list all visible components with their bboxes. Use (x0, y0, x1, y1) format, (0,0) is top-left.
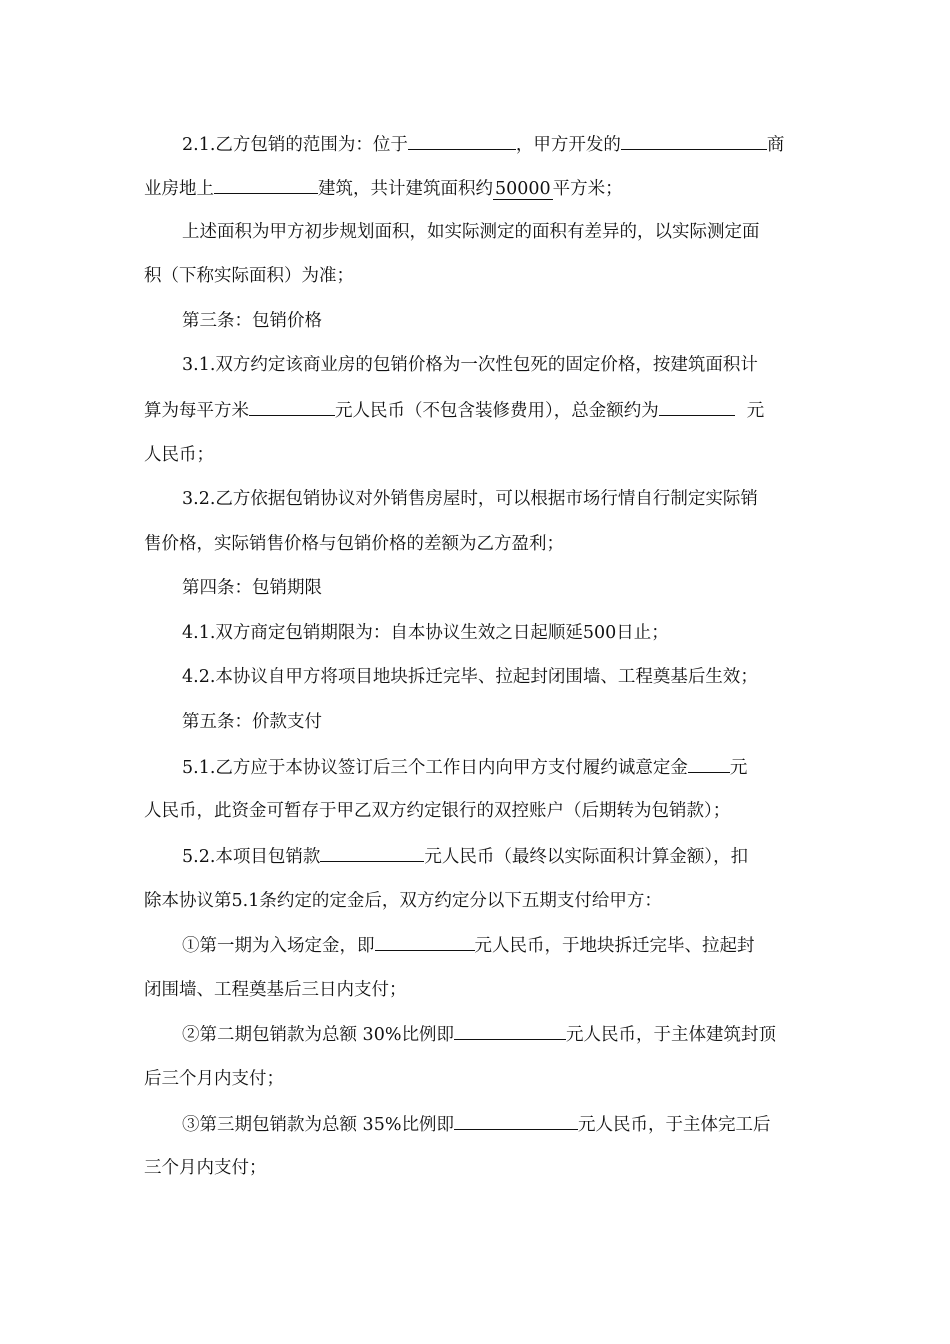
article-3-heading: 第三条：包销价格 (182, 311, 322, 331)
stage-2-line-1 (182, 1021, 776, 1047)
blank-deposit (688, 754, 730, 773)
blank-floors (214, 175, 318, 194)
article-5-heading: 第五条：价款支付 (182, 712, 322, 732)
text: ，甲方开发的 (515, 135, 621, 155)
text: ①第一期为入场定金，即 (182, 936, 375, 956)
blank-package-amount (320, 843, 424, 862)
clause-3-2-line-2: 售价格，实际销售价格与包销价格的差额为乙方盈利； (144, 534, 564, 554)
clause-4-2: 4.2.本协议自甲方将项目地块拆迁完毕、拉起封闭围墙、工程奠基后生效； (182, 667, 758, 687)
text: 5.2.本项目包销款 (182, 847, 321, 867)
blank-stage-2-amount (454, 1021, 566, 1040)
clause-5-2-line-2: 除本协议第5.1条约定的定金后，双方约定分以下五期支付给甲方： (144, 891, 662, 911)
text: 元人民币（不包含装修费用），总金额约为 (335, 401, 659, 421)
text: 2.1.乙方包销的范围为：位于 (182, 135, 408, 155)
blank-unit-price (249, 397, 335, 416)
text: 元 (746, 401, 765, 421)
clause-5-1-line-1 (182, 754, 747, 780)
clause-2-1-line-1 (182, 131, 784, 157)
blank-developer-project (621, 131, 767, 150)
clause-3-1-line-1: 3.1.双方约定该商业房的包销价格为一次性包死的固定价格，按建筑面积计 (182, 355, 758, 375)
blank-location (408, 131, 516, 150)
clause-4-1: 4.1.双方商定包销期限为：自本协议生效之日起顺延500日止； (182, 623, 669, 643)
clause-5-1-line-2: 人民币，此资金可暂存于甲乙双方约定银行的双控账户（后期转为包销款）； (144, 801, 731, 821)
stage-1-line-2: 闭围墙、工程奠基后三日内支付； (144, 980, 407, 1000)
clause-5-2-line-1 (182, 843, 748, 869)
text: 业房地上 (144, 179, 214, 199)
text: 商 (766, 135, 785, 155)
text: 元人民币，于主体建筑封顶 (565, 1025, 776, 1045)
stage-1-line-1 (182, 932, 755, 958)
area-note-line-2: 积（下称实际面积）为准； (144, 266, 354, 286)
text: 5.1.乙方应于本协议签订后三个工作日内向甲方支付履约诚意定金 (182, 758, 688, 778)
text: ②第二期包销款为总额 30%比例即 (182, 1025, 454, 1045)
text: 建筑，共计建筑面积约 (318, 179, 493, 199)
text: 元人民币，于主体完工后 (577, 1115, 771, 1135)
text: 元人民币，于地块拆迁完毕、拉起封 (474, 936, 755, 956)
blank-total-amount (659, 397, 735, 416)
text: 平方米； (552, 179, 623, 199)
blank-stage-3-amount (454, 1111, 578, 1130)
area-note-line-1: 上述面积为甲方初步规划面积，如实际测定的面积有差异的，以实际测定面 (182, 222, 760, 242)
clause-3-1-line-2 (144, 397, 764, 423)
text: 元 (729, 758, 748, 778)
clause-3-1-line-3: 人民币； (144, 445, 214, 465)
blank-stage-1-amount (375, 932, 475, 951)
article-4-heading: 第四条：包销期限 (182, 578, 322, 598)
area-value: 50000 (495, 179, 551, 199)
clause-3-2-line-1: 3.2.乙方依据包销协议对外销售房屋时，可以根据市场行情自行制定实际销 (182, 489, 758, 509)
clause-2-1-line-2 (144, 175, 623, 201)
stage-3-line-2: 三个月内支付； (144, 1158, 267, 1178)
text: ③第三期包销款为总额 35%比例即 (182, 1115, 454, 1135)
stage-2-line-2: 后三个月内支付； (144, 1069, 284, 1089)
stage-3-line-1 (182, 1111, 770, 1137)
text: 算为每平方米 (144, 401, 249, 421)
text: 元人民币（最终以实际面积计算金额），扣 (424, 847, 749, 867)
